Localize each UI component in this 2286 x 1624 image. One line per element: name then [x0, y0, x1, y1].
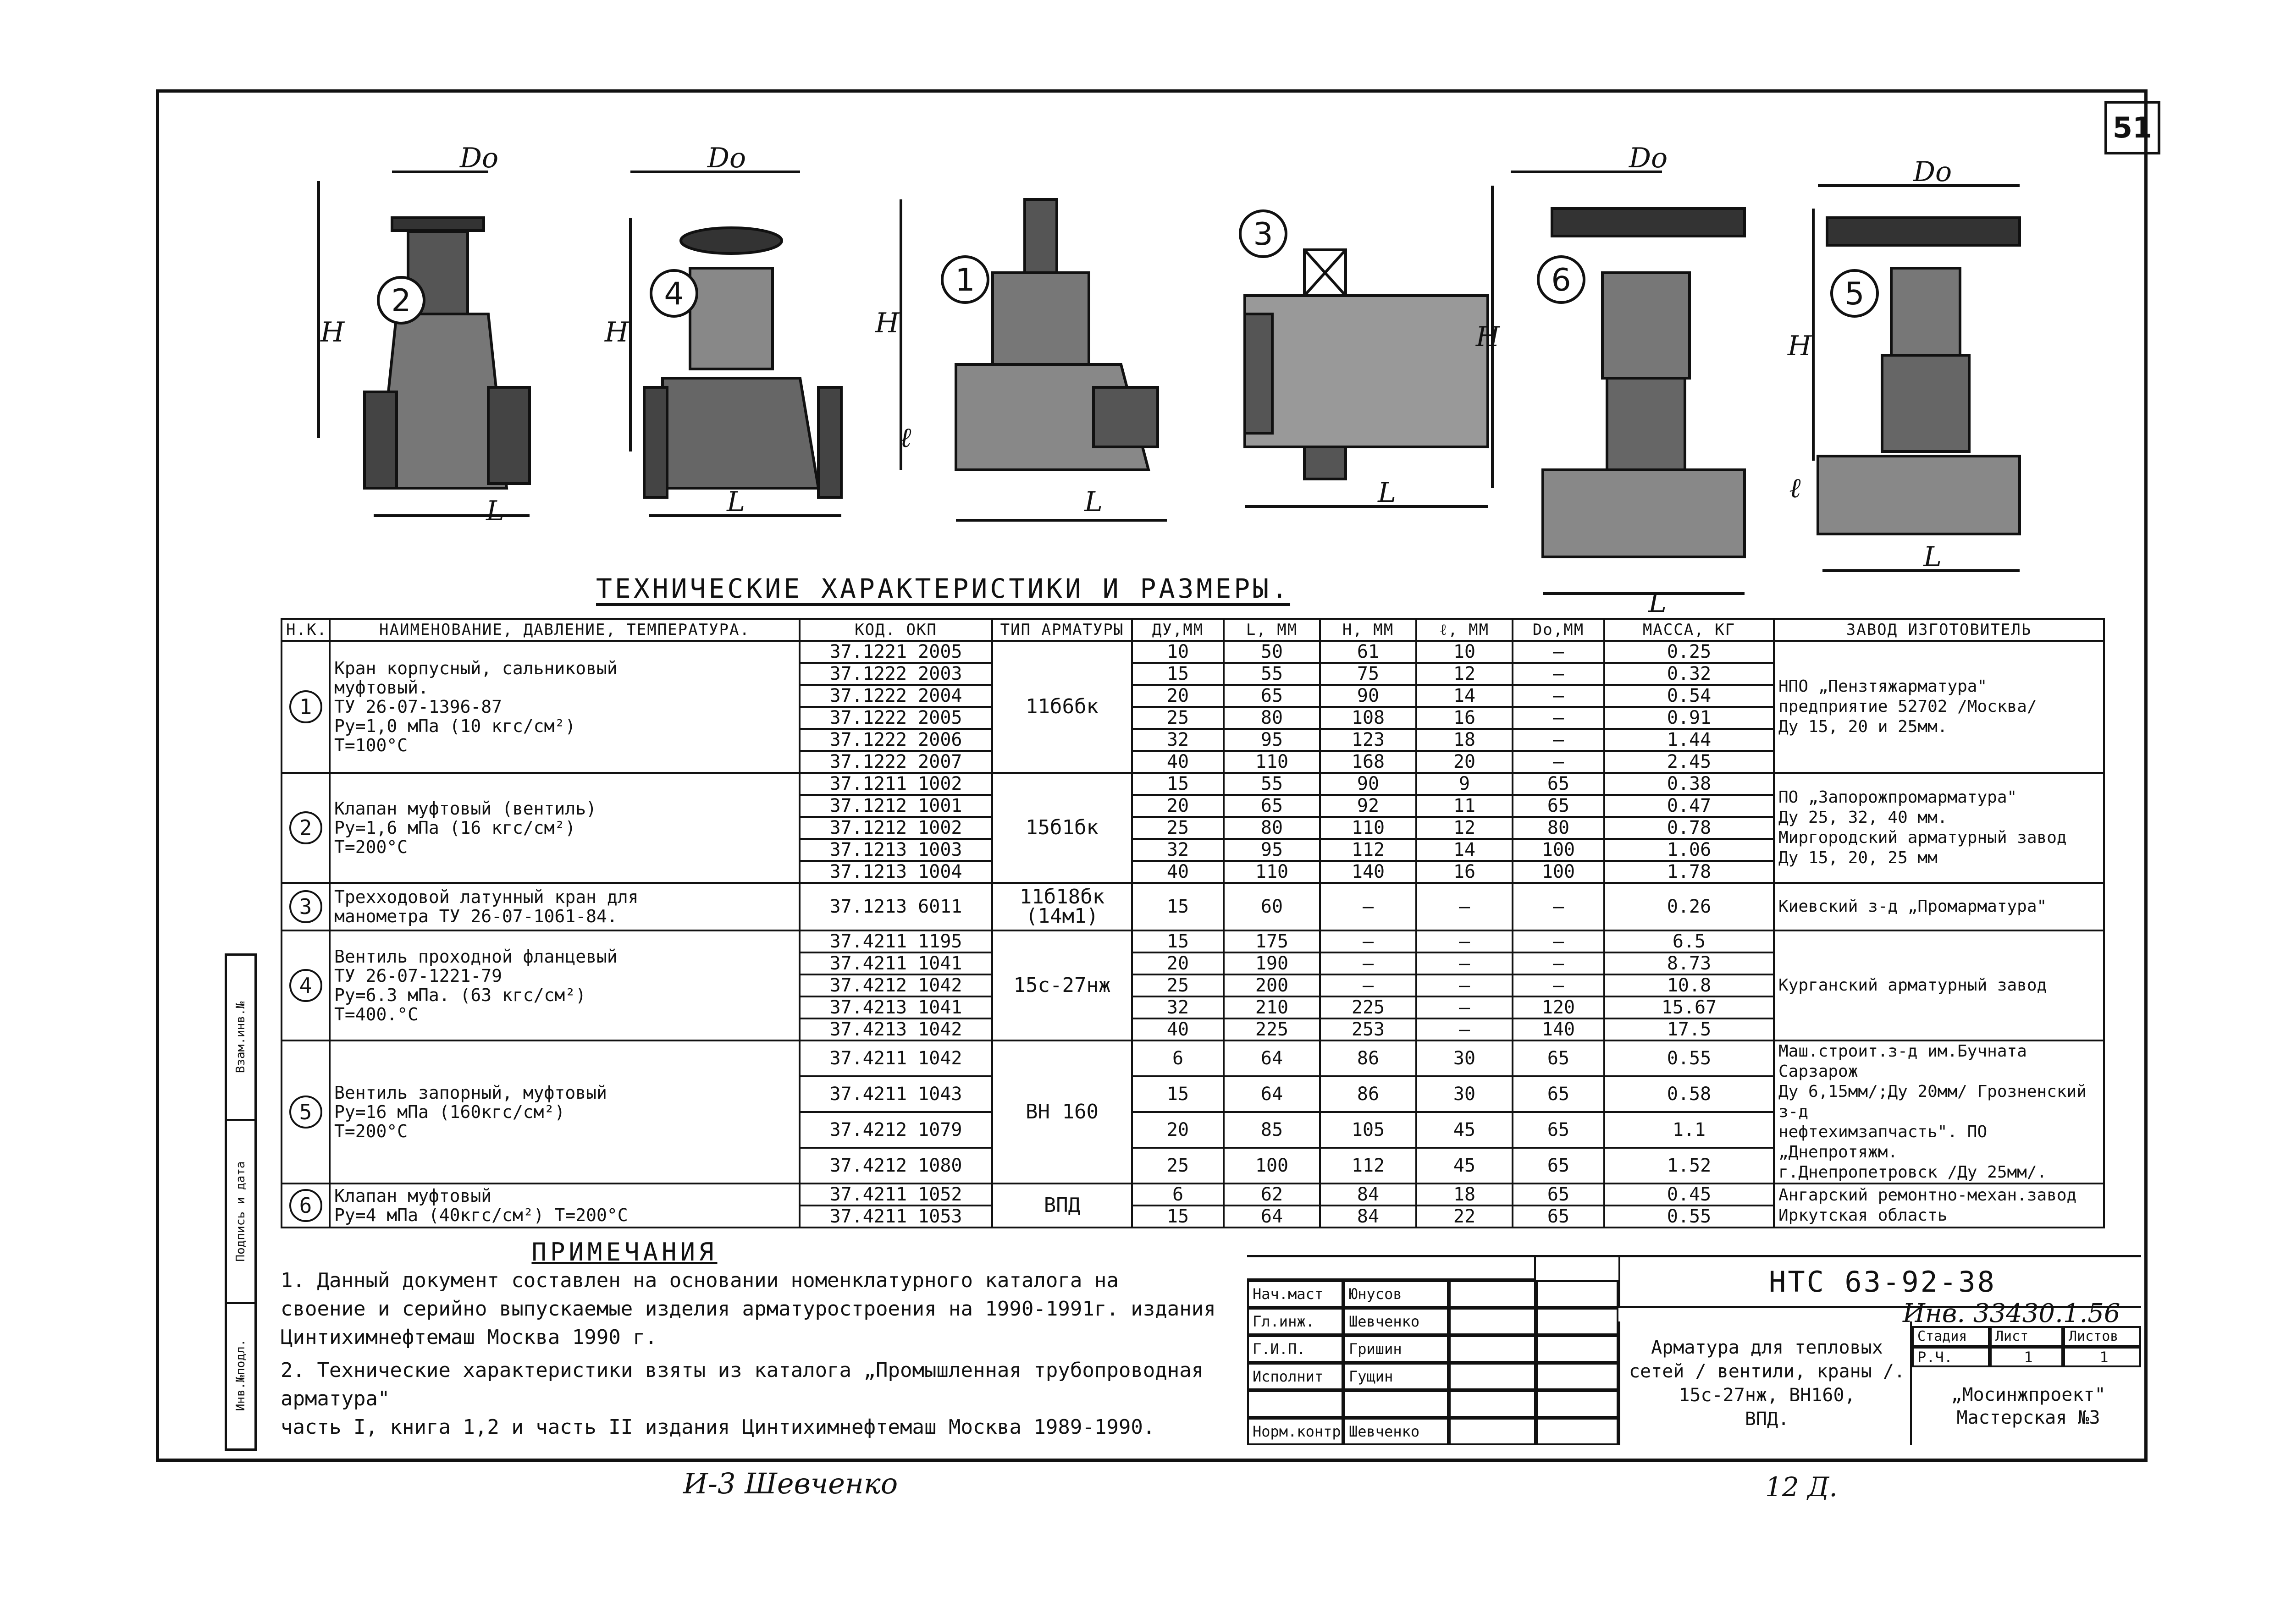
valve-drawing-5	[1813, 186, 2020, 571]
stamp-date	[1536, 1390, 1618, 1418]
okp-code: 37.4212 1080	[800, 1148, 992, 1184]
column-header-0: Н.К.	[282, 619, 330, 641]
table-row	[282, 773, 2104, 795]
diameter-do: 120	[1513, 996, 1604, 1018]
table-row	[282, 883, 2104, 930]
stamp-role: Нач.маст	[1247, 1280, 1343, 1308]
length-ell: –	[1416, 952, 1513, 974]
length-l: 64	[1224, 1206, 1320, 1228]
dim-l-3: L	[1378, 477, 1396, 509]
valve-drawing-1	[901, 199, 1167, 520]
okp-code: 37.1222 2007	[800, 751, 992, 773]
dim-h-1: H	[875, 307, 900, 339]
dim-h-2: H	[320, 316, 345, 348]
side-block	[225, 953, 257, 1451]
length-l: 95	[1224, 839, 1320, 861]
column-header-2: КОД. ОКП	[800, 619, 992, 641]
valve-type: ВПД	[992, 1184, 1132, 1228]
note-1: 1. Данный документ составлен на основании номенклатурного каталога на своение и серийно выпускаемые изделия арматуростроения на 1990-1991г. издания Цинтихимнефтемаш Москва 1990 г.	[281, 1269, 1216, 1349]
valve-drawing-6	[1492, 172, 1745, 594]
table-body	[282, 641, 2104, 1228]
height-h: 123	[1320, 729, 1416, 751]
mass: 15.67	[1604, 996, 1774, 1018]
stamp-signature	[1449, 1390, 1536, 1418]
diameter-do: –	[1513, 952, 1604, 974]
stage-header: Стадия	[1912, 1326, 1990, 1347]
length-l: 110	[1224, 751, 1320, 773]
stamp-signature	[1449, 1363, 1536, 1390]
diameter-do: 100	[1513, 861, 1604, 883]
side-cell-sign: Подпись и дата	[234, 1161, 248, 1262]
drawing-code: НТС 63-92-38	[1618, 1257, 2141, 1308]
length-ell: 9	[1416, 773, 1513, 795]
height-h: 86	[1320, 1040, 1416, 1076]
nominal-bore: 32	[1132, 996, 1224, 1018]
length-ell: 18	[1416, 729, 1513, 751]
dim-l-2: L	[486, 495, 504, 527]
mass: 0.45	[1604, 1184, 1774, 1206]
valve-type: 11б18бк (14м1)	[992, 883, 1132, 930]
okp-code: 37.4211 1052	[800, 1184, 992, 1206]
height-h: 112	[1320, 839, 1416, 861]
item-number: 6	[289, 1189, 322, 1222]
length-l: 65	[1224, 685, 1320, 707]
dim-do-6: Do	[1629, 142, 1668, 174]
spec-table	[281, 618, 2105, 1228]
manufacturer: Киевский з-д „Промарматура"	[1774, 883, 2104, 930]
diameter-do: –	[1513, 641, 1604, 663]
dim-h-5: H	[1787, 330, 1812, 362]
height-h: 110	[1320, 817, 1416, 839]
length-l: 95	[1224, 729, 1320, 751]
table-header-row	[282, 619, 2104, 641]
stamp-role: Исполнит	[1247, 1363, 1343, 1390]
nominal-bore: 25	[1132, 817, 1224, 839]
item-label-1: 1	[955, 262, 975, 298]
length-l: 175	[1224, 930, 1320, 952]
nominal-bore: 40	[1132, 861, 1224, 883]
length-ell: 22	[1416, 1206, 1513, 1228]
diameter-do: –	[1513, 729, 1604, 751]
item-label-3: 3	[1253, 216, 1273, 253]
nominal-bore: 25	[1132, 1148, 1224, 1184]
stamp-date	[1536, 1363, 1618, 1390]
height-h: 112	[1320, 1148, 1416, 1184]
item-number: 3	[289, 890, 322, 923]
mass: 0.26	[1604, 883, 1774, 930]
height-h: 84	[1320, 1206, 1416, 1228]
dim-h-6: H	[1475, 321, 1500, 353]
dim-do-2: Do	[459, 142, 499, 174]
height-h: 140	[1320, 861, 1416, 883]
sheets-value: 1	[2063, 1347, 2141, 1367]
height-h: 108	[1320, 707, 1416, 729]
height-h: 92	[1320, 795, 1416, 817]
mass: 0.58	[1604, 1076, 1774, 1112]
nominal-bore: 25	[1132, 974, 1224, 996]
nominal-bore: 20	[1132, 952, 1224, 974]
mass: 6.5	[1604, 930, 1774, 952]
length-l: 50	[1224, 641, 1320, 663]
length-l: 225	[1224, 1018, 1320, 1040]
diameter-do: 140	[1513, 1018, 1604, 1040]
item-label-6: 6	[1551, 262, 1571, 298]
item-name: Клапан муфтовый Ру=4 мПа (40кгс/см²) Т=200°С	[330, 1184, 800, 1228]
length-l: 55	[1224, 663, 1320, 685]
stamp-date	[1536, 1335, 1618, 1363]
nominal-bore: 15	[1132, 930, 1224, 952]
length-ell: 14	[1416, 685, 1513, 707]
column-header-8: Do,ММ	[1513, 619, 1604, 641]
height-h: 105	[1320, 1112, 1416, 1148]
okp-code: 37.1212 1002	[800, 817, 992, 839]
okp-code: 37.4211 1042	[800, 1040, 992, 1076]
item-label-5: 5	[1844, 276, 1865, 312]
title-block	[1247, 1255, 2141, 1458]
side-cell-orig: Инв.№подл.	[234, 1339, 248, 1411]
mass: 0.91	[1604, 707, 1774, 729]
diameter-do: –	[1513, 707, 1604, 729]
length-ell: –	[1416, 974, 1513, 996]
manufacturer: Ангарский ремонтно-механ.завод Иркутская область	[1774, 1184, 2104, 1228]
diameter-do: 65	[1513, 1040, 1604, 1076]
inventory-number: Инв. 33430.1.56	[1903, 1299, 2120, 1328]
dim-l-5: L	[1923, 541, 1942, 573]
item-number: 5	[289, 1096, 322, 1129]
height-h: –	[1320, 974, 1416, 996]
diameter-do: –	[1513, 663, 1604, 685]
mass: 0.38	[1604, 773, 1774, 795]
okp-code: 37.1211 1002	[800, 773, 992, 795]
okp-code: 37.1222 2006	[800, 729, 992, 751]
length-ell: –	[1416, 883, 1513, 930]
height-h: 253	[1320, 1018, 1416, 1040]
length-ell: –	[1416, 930, 1513, 952]
table-row	[282, 641, 2104, 663]
length-l: 55	[1224, 773, 1320, 795]
item-name: Клапан муфтовый (вентиль) Ру=1,6 мПа (16 кгс/см²) Т=200°С	[330, 773, 800, 883]
dim-ell-1: ℓ	[900, 422, 911, 454]
length-ell: –	[1416, 996, 1513, 1018]
item-label-2: 2	[391, 283, 411, 319]
okp-code: 37.1222 2005	[800, 707, 992, 729]
length-l: 60	[1224, 883, 1320, 930]
nominal-bore: 15	[1132, 1206, 1224, 1228]
length-l: 190	[1224, 952, 1320, 974]
nominal-bore: 6	[1132, 1184, 1224, 1206]
organization: „Мосинжпроект" Мастерская №3	[1951, 1384, 2106, 1428]
dim-h-4: H	[604, 316, 629, 348]
table-row	[282, 1184, 2104, 1206]
handwriting-signature: И-3 Шевченко	[683, 1467, 898, 1500]
item-number: 1	[289, 690, 322, 723]
length-l: 200	[1224, 974, 1320, 996]
dim-ell-5: ℓ	[1789, 472, 1801, 504]
dim-l-6: L	[1648, 587, 1667, 617]
diameter-do: 65	[1513, 1076, 1604, 1112]
diameter-do: 65	[1513, 795, 1604, 817]
diameter-do: 65	[1513, 1112, 1604, 1148]
okp-code: 37.1222 2003	[800, 663, 992, 685]
stage-value: Р.Ч.	[1912, 1347, 1990, 1367]
length-ell: 18	[1416, 1184, 1513, 1206]
mass: 17.5	[1604, 1018, 1774, 1040]
column-header-1: НАИМЕНОВАНИЕ, ДАВЛЕНИЕ, ТЕМПЕРАТУРА.	[330, 619, 800, 641]
item-number-cell	[282, 773, 330, 883]
item-number: 4	[289, 969, 322, 1002]
stamp-signature	[1449, 1308, 1536, 1335]
mass: 1.78	[1604, 861, 1774, 883]
stamp-signature	[1449, 1335, 1536, 1363]
nominal-bore: 25	[1132, 707, 1224, 729]
length-ell: 12	[1416, 817, 1513, 839]
valve-drawing-4	[630, 172, 841, 516]
side-cell-inv: Взам.инв.№	[234, 1001, 248, 1073]
diameter-do: 65	[1513, 1206, 1604, 1228]
length-ell: 20	[1416, 751, 1513, 773]
length-l: 64	[1224, 1040, 1320, 1076]
nominal-bore: 15	[1132, 883, 1224, 930]
item-number-cell	[282, 930, 330, 1040]
length-ell: 30	[1416, 1040, 1513, 1076]
diameter-do: –	[1513, 974, 1604, 996]
okp-code: 37.4211 1053	[800, 1206, 992, 1228]
mass: 0.47	[1604, 795, 1774, 817]
mass: 0.25	[1604, 641, 1774, 663]
stamp-person: Гришин	[1343, 1335, 1449, 1363]
okp-code: 37.4211 1043	[800, 1076, 992, 1112]
length-l: 100	[1224, 1148, 1320, 1184]
column-header-6: Н, ММ	[1320, 619, 1416, 641]
item-name: Кран корпусный, сальниковый муфтовый. ТУ 26-07-1396-87 Ру=1,0 мПа (10 кгс/см²) Т=100°С	[330, 641, 800, 773]
manufacturer: НПО „Пензтяжарматура" предприятие 52702 /Москва/ Ду 15, 20 и 25мм.	[1774, 641, 2104, 773]
stamp-person: Гущин	[1343, 1363, 1449, 1390]
item-number-cell	[282, 641, 330, 773]
column-header-3: ТИП АРМАТУРЫ	[992, 619, 1132, 641]
stamp-role	[1247, 1390, 1343, 1418]
height-h: 61	[1320, 641, 1416, 663]
document-title: Арматура для тепловых сетей / вентили, краны /. 15с-27нж, ВН160, ВПД.	[1618, 1321, 1912, 1445]
length-l: 85	[1224, 1112, 1320, 1148]
table-row	[282, 930, 2104, 952]
length-l: 110	[1224, 861, 1320, 883]
table-row	[282, 1040, 2104, 1076]
diameter-do: 65	[1513, 1148, 1604, 1184]
length-l: 65	[1224, 795, 1320, 817]
length-ell: 16	[1416, 707, 1513, 729]
okp-code: 37.4213 1041	[800, 996, 992, 1018]
sheet-value: 1	[1990, 1347, 2063, 1367]
stamp-date	[1536, 1418, 1618, 1445]
mass: 0.32	[1604, 663, 1774, 685]
height-h: 90	[1320, 685, 1416, 707]
sheet-number: 51	[2104, 101, 2160, 154]
okp-code: 37.1221 2005	[800, 641, 992, 663]
diameter-do: 65	[1513, 773, 1604, 795]
mass: 10.8	[1604, 974, 1774, 996]
mass: 0.55	[1604, 1206, 1774, 1228]
stamp-role: Г.И.П.	[1247, 1335, 1343, 1363]
length-ell: 30	[1416, 1076, 1513, 1112]
nominal-bore: 6	[1132, 1040, 1224, 1076]
length-ell: 10	[1416, 641, 1513, 663]
stamp-signature	[1449, 1418, 1536, 1445]
manufacturer: ПО „Запорожпромарматура" Ду 25, 32, 40 мм. Миргородский арматурный завод Ду 15, 20, 25 мм	[1774, 773, 2104, 883]
height-h: –	[1320, 883, 1416, 930]
sheet-header: Лист	[1990, 1326, 2063, 1347]
notes-heading: ПРИМЕЧАНИЯ	[531, 1238, 718, 1266]
diameter-do: –	[1513, 930, 1604, 952]
okp-code: 37.1212 1001	[800, 795, 992, 817]
column-header-9: МАССА, КГ	[1604, 619, 1774, 641]
mass: 1.1	[1604, 1112, 1774, 1148]
length-ell: 45	[1416, 1148, 1513, 1184]
item-name: Трехходовой латунный кран для манометра ТУ 26-07-1061-84.	[330, 883, 800, 930]
item-name: Вентиль запорный, муфтовый Ру=16 мПа (160кгс/см²) Т=200°С	[330, 1040, 800, 1184]
okp-code: 37.1222 2004	[800, 685, 992, 707]
dim-do-5: Do	[1913, 156, 1952, 188]
okp-code: 37.1213 1004	[800, 861, 992, 883]
okp-code: 37.1213 6011	[800, 883, 992, 930]
nominal-bore: 20	[1132, 1112, 1224, 1148]
valve-type: ВН 160	[992, 1040, 1132, 1184]
diameter-do: 65	[1513, 1184, 1604, 1206]
length-ell: 14	[1416, 839, 1513, 861]
stamp-date	[1536, 1280, 1618, 1308]
note-2: 2. Технические характеристики взяты из каталога „Промышленная трубопроводная арматура" часть I, книга 1,2 и часть II издания Цинтихимнефтемаш Москва 1989-1990.	[281, 1359, 1204, 1439]
nominal-bore: 40	[1132, 1018, 1224, 1040]
item-number-cell	[282, 1040, 330, 1184]
nominal-bore: 32	[1132, 729, 1224, 751]
column-header-10: ЗАВОД ИЗГОТОВИТЕЛЬ	[1774, 619, 2104, 641]
mass: 2.45	[1604, 751, 1774, 773]
mass: 1.06	[1604, 839, 1774, 861]
nominal-bore: 40	[1132, 751, 1224, 773]
diameter-do: 100	[1513, 839, 1604, 861]
nominal-bore: 20	[1132, 795, 1224, 817]
column-header-4: ДУ,ММ	[1132, 619, 1224, 641]
manufacturer: Курганский арматурный завод	[1774, 930, 2104, 1040]
length-l: 80	[1224, 707, 1320, 729]
valve-drawing-3	[1245, 250, 1488, 506]
nominal-bore: 15	[1132, 663, 1224, 685]
okp-code: 37.4212 1079	[800, 1112, 992, 1148]
valve-type: 15б1бк	[992, 773, 1132, 883]
valve-type: 11б6бк	[992, 641, 1132, 773]
item-number: 2	[289, 811, 322, 844]
okp-code: 37.4211 1041	[800, 952, 992, 974]
diameter-do: 80	[1513, 817, 1604, 839]
height-h: 225	[1320, 996, 1416, 1018]
mass: 0.78	[1604, 817, 1774, 839]
length-l: 64	[1224, 1076, 1320, 1112]
nominal-bore: 10	[1132, 641, 1224, 663]
item-number-cell	[282, 1184, 330, 1228]
nominal-bore: 32	[1132, 839, 1224, 861]
column-header-5: L, ММ	[1224, 619, 1320, 641]
mass: 8.73	[1604, 952, 1774, 974]
sheets-header: Листов	[2063, 1326, 2141, 1347]
height-h: 90	[1320, 773, 1416, 795]
item-name: Вентиль проходной фланцевый ТУ 26-07-1221-79 Ру=6.3 мПа. (63 кгс/см²) Т=400.°С	[330, 930, 800, 1040]
stamp-role: Гл.инж.	[1247, 1308, 1343, 1335]
notes-block	[281, 1238, 1253, 1442]
height-h: 84	[1320, 1184, 1416, 1206]
okp-code: 37.4211 1195	[800, 930, 992, 952]
mass: 0.55	[1604, 1040, 1774, 1076]
mass: 1.44	[1604, 729, 1774, 751]
nominal-bore: 20	[1132, 685, 1224, 707]
okp-code: 37.1213 1003	[800, 839, 992, 861]
height-h: –	[1320, 930, 1416, 952]
length-l: 210	[1224, 996, 1320, 1018]
stamp-role: Норм.контр	[1247, 1418, 1343, 1445]
length-l: 62	[1224, 1184, 1320, 1206]
dim-l-1: L	[1084, 486, 1103, 518]
dim-l-4: L	[727, 486, 745, 518]
stamp-person: Юнусов	[1343, 1280, 1449, 1308]
dim-do-4: Do	[707, 142, 746, 174]
height-h: 86	[1320, 1076, 1416, 1112]
table-title: ТЕХНИЧЕСКИЕ ХАРАКТЕРИСТИКИ И РАЗМЕРЫ.	[596, 573, 1291, 604]
stamp-person: Шевченко	[1343, 1418, 1449, 1445]
column-header-7: ℓ, ММ	[1416, 619, 1513, 641]
height-h: 75	[1320, 663, 1416, 685]
diameter-do: –	[1513, 883, 1604, 930]
stamp-person: Шевченко	[1343, 1308, 1449, 1335]
item-label-4: 4	[664, 276, 684, 312]
handwriting-date: 12 Д.	[1765, 1471, 1838, 1503]
diameter-do: –	[1513, 685, 1604, 707]
length-ell: 12	[1416, 663, 1513, 685]
length-ell: 11	[1416, 795, 1513, 817]
okp-code: 37.4213 1042	[800, 1018, 992, 1040]
manufacturer: Маш.строит.з-д им.Бучната Сарзарож Ду 6,15мм/;Ду 20мм/ Грозненский з-д нефтехимзапчасть". ПО „Днепротяжм. г.Днепропетровск /Ду 25мм/.	[1774, 1040, 2104, 1184]
nominal-bore: 15	[1132, 773, 1224, 795]
length-ell: –	[1416, 1018, 1513, 1040]
height-h: –	[1320, 952, 1416, 974]
diameter-do: –	[1513, 751, 1604, 773]
length-ell: 16	[1416, 861, 1513, 883]
valve-type: 15с-27нж	[992, 930, 1132, 1040]
valve-drawings	[250, 140, 2102, 617]
stamp-date	[1536, 1308, 1618, 1335]
stamp-signature	[1449, 1280, 1536, 1308]
mass: 1.52	[1604, 1148, 1774, 1184]
nominal-bore: 15	[1132, 1076, 1224, 1112]
valve-drawing-2	[319, 172, 530, 516]
height-h: 168	[1320, 751, 1416, 773]
item-number-cell	[282, 883, 330, 930]
length-ell: 45	[1416, 1112, 1513, 1148]
stamp-person	[1343, 1390, 1449, 1418]
length-l: 80	[1224, 817, 1320, 839]
okp-code: 37.4212 1042	[800, 974, 992, 996]
mass: 0.54	[1604, 685, 1774, 707]
